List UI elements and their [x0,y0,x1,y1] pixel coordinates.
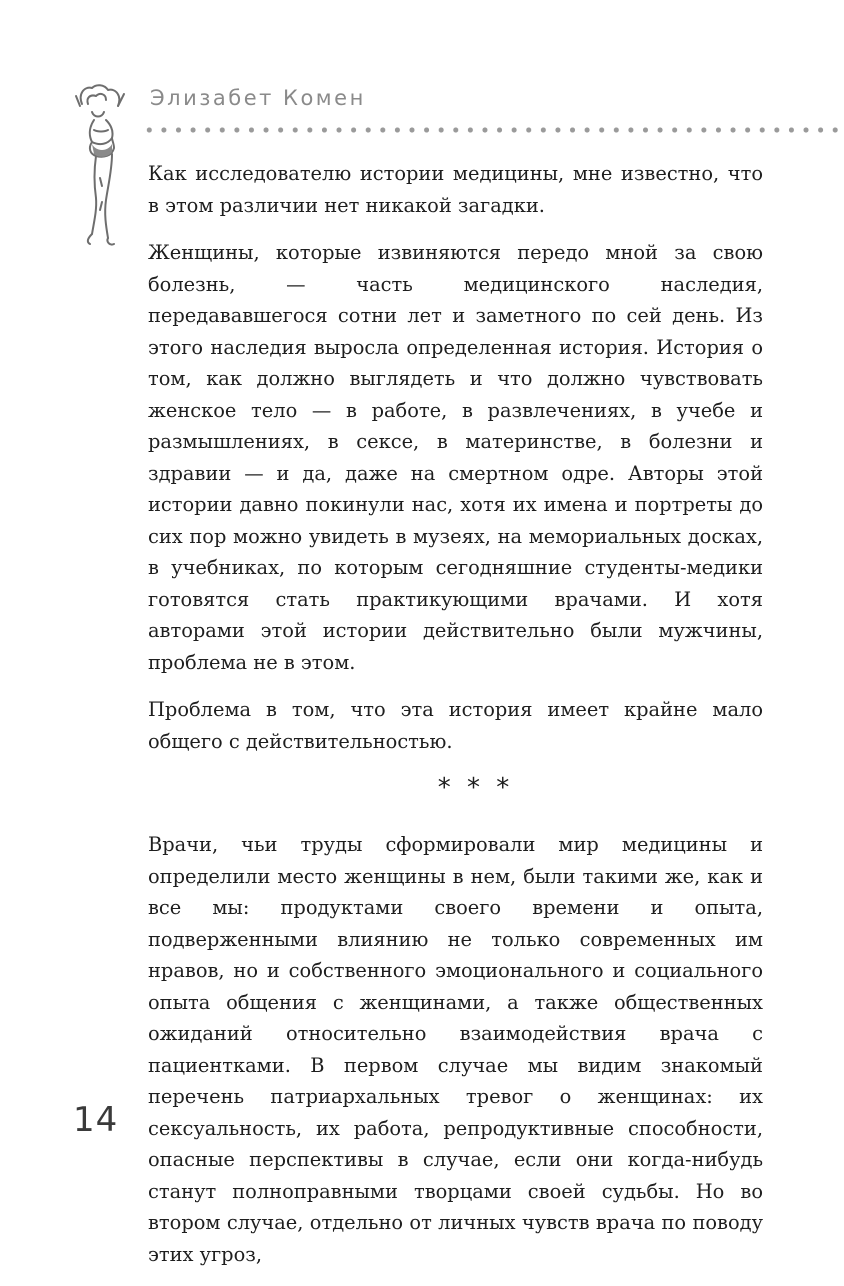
paragraph: Врачи, чьи труды сформировали мир медицины и определили место женщины в нем, были такими же, как и все мы: продуктами своего времени и опыта, подверженными влиянию не только современных им нравов, но и собственного эмоционального и социального опыта общения с женщинами, а также общественных ожиданий относительно взаимодействия врача с пациентками. В первом случае мы видим знакомый перечень патриархальных тревог о женщинах: их сексуальность, их работа, репродуктивные способности, опасные перспективы в случае, если они когда-нибудь станут полноправными творцами своей судьбы. Но во втором случае, отдельно от личных чувств врача по поводу этих угроз, [148,833,763,1266]
paragraph: Женщины, которые извиняются передо мной за свою болезнь, — часть медицинского наследия, передававшегося сотни лет и заметного по сей день. Из этого наследия выросла определенная история. История о том, как должно выглядеть и что должно чувствовать женское тело — в работе, в развлечениях, в учебе и размышлениях, в сексе, в материнстве, в болезни и здравии — и да, даже на смертном одре. Авторы этой истории давно покинули нас, хотя их имена и портреты до сих пор можно увидеть в музеях, на мемориальных досках, в учебниках, по которым сегодняшние студенты-медики готовятся стать практикующими врачами. И хотя авторами этой истории действительно были мужчины, проблема не в этом. [148,241,763,674]
page-number: 14 [73,1100,119,1140]
running-header-author: Элизабет Комен [150,86,366,110]
section-separator: * * * [437,773,514,803]
paragraph: Проблема в том, что эта история имеет крайне мало общего с действительностью. [148,698,763,753]
main-text [148,158,763,1286]
woman-figure-icon [72,82,134,250]
header-dotted-rule [142,126,844,134]
paragraph: Как исследователю истории медицины, мне известно, что в этом различии нет никакой загадки. [148,162,763,217]
